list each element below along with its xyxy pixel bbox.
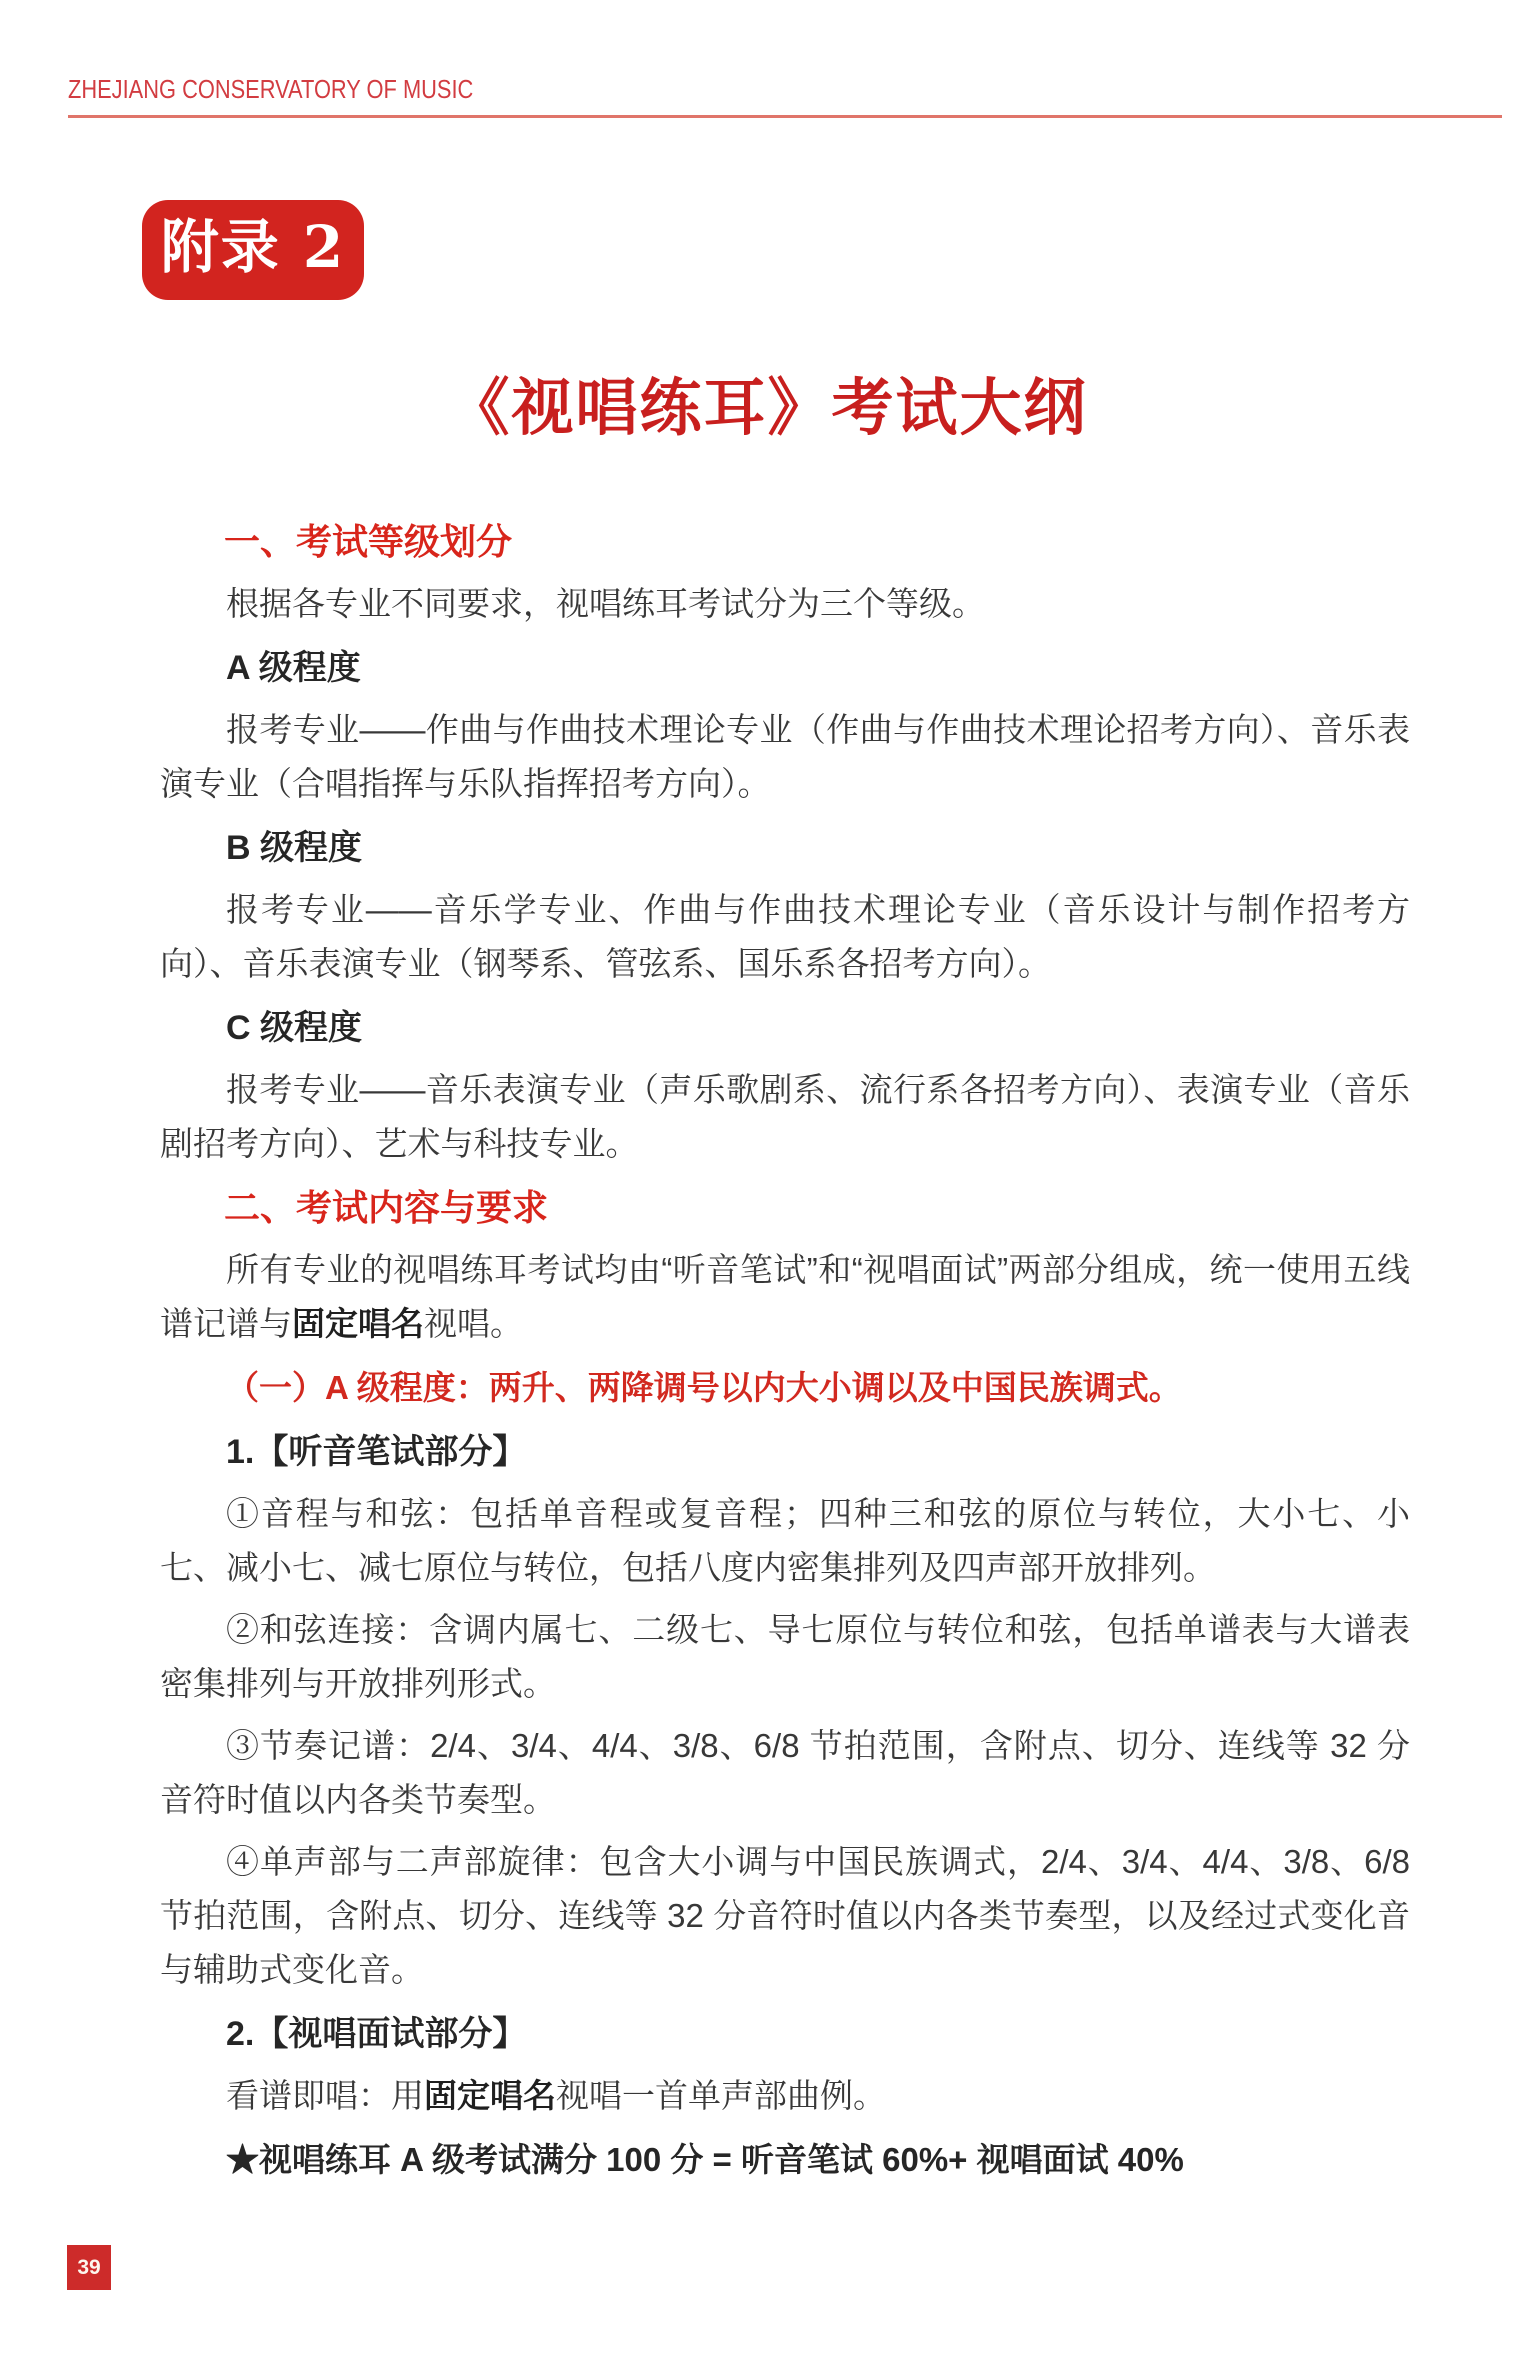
sight-singing-paragraph [160, 2069, 1410, 2123]
section-two-heading: 二、考试内容与要求 [224, 1187, 549, 1228]
appendix-badge-label: 附录 2 [160, 213, 346, 281]
sight-singing-text-tail: 视唱一首单声部曲例。 [556, 2077, 886, 2114]
written-test-item-melody: ④单声部与二声部旋律：包含大小调与中国民族调式，2/4、3/4、4/4、3/8、6/8 节拍范围，含附点、切分、连线等 32 分音符时值以内各类节奏型，以及经过式变化音与辅助式变化音。 [160, 1843, 1410, 1988]
document-title: 《视唱练耳》考试大纲 [447, 371, 1088, 444]
header-rule [68, 115, 1502, 118]
level-b-paragraph: 报考专业——音乐学专业、作曲与作曲技术理论专业（音乐设计与制作招考方向）、音乐表演专业（钢琴系、管弦系、国乐系各招考方向）。 [160, 891, 1410, 982]
written-test-item-chord-progressions: ②和弦连接：含调内属七、二级七、导七原位与转位和弦，包括单谱表与大谱表密集排列与开放排列形式。 [160, 1611, 1410, 1702]
page-number: 39 [77, 2255, 101, 2279]
level-c-heading: C 级程度 [226, 1009, 362, 1047]
level-a-heading: A 级程度 [226, 649, 361, 687]
appendix-badge [142, 200, 364, 300]
fixed-do-emphasis: 固定唱名 [292, 1305, 424, 1342]
exam-overview-text-lead: 所有专业的视唱练耳考试均由“听音笔试”和“视唱面试”两部分组成，统一使用五线谱记谱与 [160, 1251, 1410, 1342]
section-one-intro: 根据各专业不同要求，视唱练耳考试分为三个等级。 [226, 585, 985, 622]
sight-singing-text-lead: 看谱即唱：用 [226, 2077, 424, 2114]
fixed-do-emphasis-2: 固定唱名 [424, 2077, 556, 2114]
written-test-heading: 1.【听音笔试部分】 [226, 1433, 527, 1471]
exam-overview-paragraph [160, 1243, 1410, 1351]
section-one-heading: 一、考试等级划分 [224, 521, 513, 562]
level-a-paragraph: 报考专业——作曲与作曲技术理论专业（作曲与作曲技术理论招考方向）、音乐表演专业（合唱指挥与乐队指挥招考方向）。 [160, 711, 1410, 802]
score-formula-note: ★视唱练耳 A 级考试满分 100 分 = 听音笔试 60%+ 视唱面试 40% [226, 2141, 1184, 2178]
page-number-badge [67, 2245, 111, 2290]
written-test-item-rhythm-notation: ③节奏记谱：2/4、3/4、4/4、3/8、6/8 节拍范围，含附点、切分、连线等 32 分音符时值以内各类节奏型。 [160, 1727, 1410, 1818]
grade-a-scope-line: （一）A 级程度：两升、两降调号以内大小调以及中国民族调式。 [226, 1369, 1182, 1406]
exam-overview-text-tail: 视唱。 [424, 1305, 523, 1342]
level-c-paragraph: 报考专业——音乐表演专业（声乐歌剧系、流行系各招考方向）、表演专业（音乐剧招考方向）、艺术与科技专业。 [160, 1071, 1410, 1162]
level-b-heading: B 级程度 [226, 829, 362, 867]
document-body [160, 505, 1410, 2187]
header-brand-text: ZHEJIANG CONSERVATORY OF MUSIC [68, 74, 474, 104]
written-test-item-intervals: ①音程与和弦：包括单音程或复音程；四种三和弦的原位与转位，大小七、小七、减小七、减七原位与转位，包括八度内密集排列及四声部开放排列。 [160, 1495, 1410, 1586]
sight-singing-heading: 2.【视唱面试部分】 [226, 2015, 527, 2053]
